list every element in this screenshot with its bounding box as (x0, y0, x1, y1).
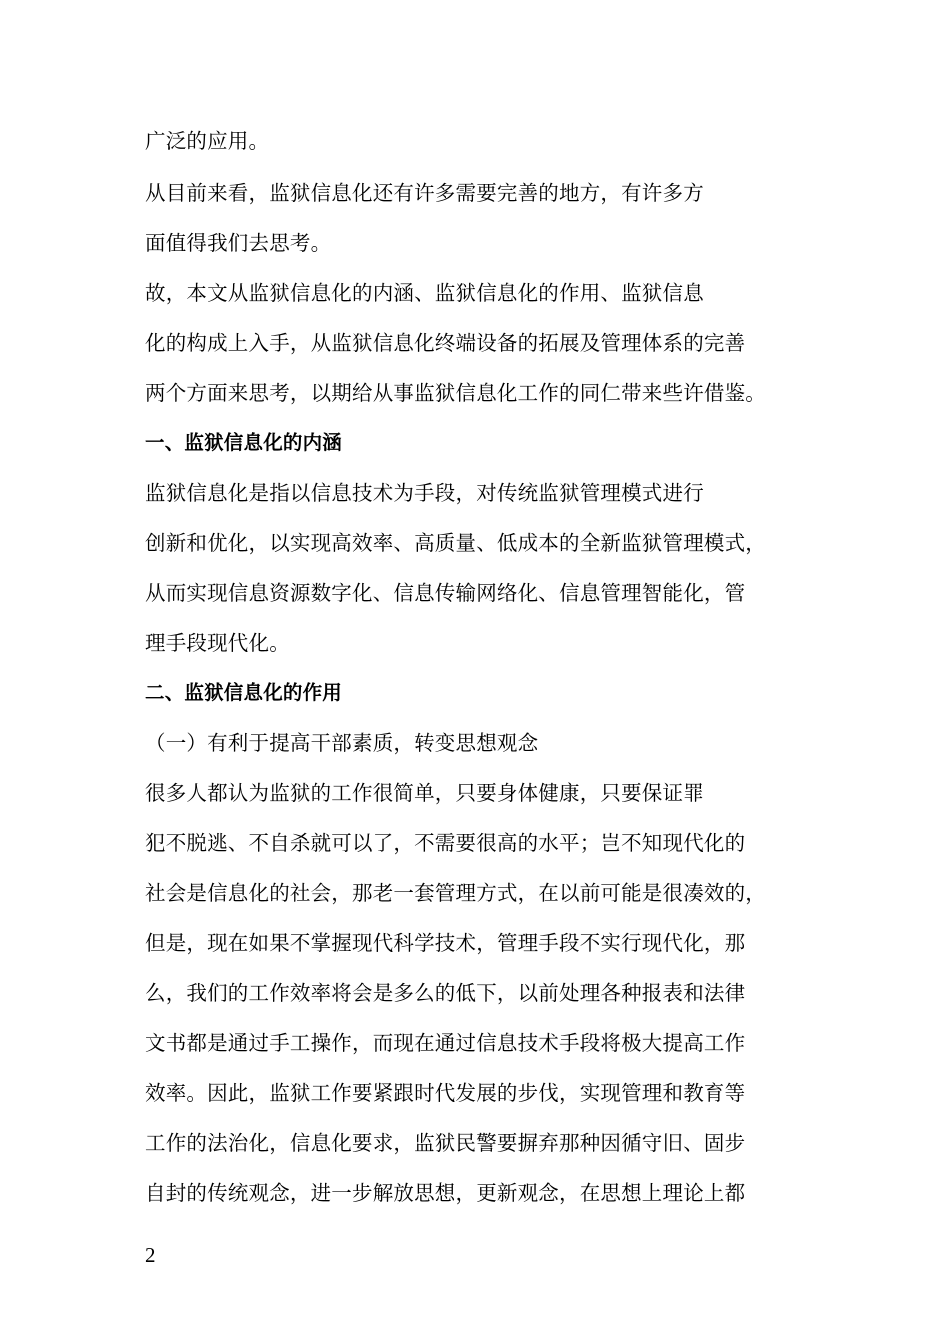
subsection-heading: （一）有利于提高干部素质，转变思想观念 (145, 731, 539, 755)
body-text-line: 自封的传统观念，进一步解放思想，更新观念，在思想上理论上都 (145, 1181, 746, 1205)
body-text-line: 么，我们的工作效率将会是多么的低下，以前处理各种报表和法律 (145, 981, 746, 1005)
body-text-line: 监狱信息化是指以信息技术为手段，对传统监狱管理模式进行 (145, 481, 704, 505)
body-text-line: 很多人都认为监狱的工作很简单，只要身体健康，只要保证罪 (145, 781, 704, 805)
body-text-line: 从而实现信息资源数字化、信息传输网络化、信息管理智能化，管 (145, 581, 746, 605)
body-text-line: 化的构成上入手，从监狱信息化终端设备的拓展及管理体系的完善 (145, 331, 746, 355)
body-text-line: 从目前来看，监狱信息化还有许多需要完善的地方，有许多方 (145, 181, 704, 205)
body-text-line: 广泛的应用。 (145, 129, 270, 153)
body-text-line: 犯不脱逃、不自杀就可以了，不需要很高的水平；岂不知现代化的 (145, 831, 746, 855)
body-text-line: 面值得我们去思考。 (145, 231, 332, 255)
body-text-line: 创新和优化，以实现高效率、高质量、低成本的全新监狱管理模式， (145, 531, 766, 555)
body-text-line: 故，本文从监狱信息化的内涵、监狱信息化的作用、监狱信息 (145, 281, 704, 305)
body-text-line: 社会是信息化的社会，那老一套管理方式，在以前可能是很凑效的， (145, 881, 766, 905)
body-text-line: 文书都是通过手工操作，而现在通过信息技术手段将极大提高工作 (145, 1031, 746, 1055)
section-heading: 一、监狱信息化的内涵 (145, 431, 343, 454)
body-text-line: 工作的法治化，信息化要求，监狱民警要摒弃那种因循守旧、固步 (145, 1131, 746, 1155)
page-number: 2 (145, 1243, 156, 1267)
body-text-line: 两个方面来思考，以期给从事监狱信息化工作的同仁带来些许借鉴。 (145, 381, 766, 405)
body-text-line: 但是，现在如果不掌握现代科学技术，管理手段不实行现代化，那 (145, 931, 746, 955)
body-text-line: 效率。因此，监狱工作要紧跟时代发展的步伐，实现管理和教育等 (145, 1081, 746, 1105)
section-heading: 二、监狱信息化的作用 (145, 681, 343, 704)
body-text-line: 理手段现代化。 (145, 631, 290, 655)
